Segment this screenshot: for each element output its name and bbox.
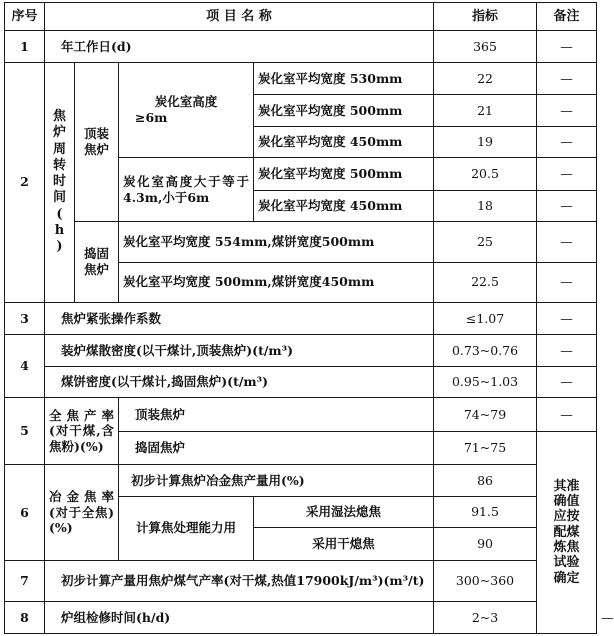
row-2-group-label: 焦 炉 周 转 时 间 ( h ) — [45, 62, 75, 302]
row-3-note: — — [537, 302, 597, 334]
row-1-name: 年工作日(d) — [45, 31, 434, 62]
row-4-no: 4 — [5, 335, 45, 398]
row-8-no: 8 — [5, 602, 45, 634]
w500a-value: 21 — [434, 95, 537, 126]
row-7-value: 300~360 — [434, 560, 537, 602]
row-3 — [5, 302, 597, 334]
w500b-note: — — [537, 158, 597, 190]
row-4b-label: 煤饼密度(以干煤计,捣固焦炉)(t/m³) — [45, 366, 434, 397]
row-6a-value: 86 — [434, 465, 537, 496]
w450a-note: — — [537, 126, 597, 157]
w530-value: 22 — [434, 62, 537, 94]
s500-value: 22.5 — [434, 262, 537, 302]
row-6a — [5, 465, 597, 496]
row-5a-note: — — [537, 398, 597, 432]
row-6-label: 冶金焦率(对于全焦)(%) — [45, 465, 119, 560]
row-1-value: 365 — [434, 31, 537, 62]
row-7-name: 初步计算产量用焦炉煤气产率(对干煤,热值17900kJ/m³)(m³/t) — [45, 560, 434, 602]
row-7 — [5, 560, 597, 602]
w450a-label: 炭化室平均宽度 450mm — [254, 126, 434, 157]
row-8: 8 炉组检修时间(h/d) 2~3 — — [5, 602, 597, 634]
row-4a — [5, 335, 597, 366]
stamp-charging-label: 捣固 焦炉 — [75, 222, 119, 303]
row-6b-value: 91.5 — [434, 496, 537, 527]
coking-indicator-table — [4, 2, 614, 634]
w450b-value: 18 — [434, 190, 537, 221]
s500-note: — — [537, 262, 597, 302]
row-3-value: ≤1.07 — [434, 302, 537, 334]
s554-label: 炭化室平均宽度 554mm,煤饼宽度500mm — [119, 222, 434, 263]
header-no: 序号 — [5, 3, 45, 31]
row-3-no: 3 — [5, 302, 45, 334]
row-5-label: 全焦产率(对干煤,含焦粉)(%) — [45, 398, 119, 465]
row-5b-value: 71~75 — [434, 431, 537, 465]
row-4b — [5, 366, 597, 397]
row-3-name: 焦炉紧张操作系数 — [45, 302, 434, 334]
merged-note: 其准 确值 应按 配煤 炼焦 试验 确定 — [537, 431, 597, 633]
row-8-value: 2~3 — [434, 602, 537, 634]
w500b-value: 20.5 — [434, 158, 537, 190]
row-5-no: 5 — [5, 398, 45, 465]
w500b-label: 炭化室平均宽度 500mm — [254, 158, 434, 190]
row-6a-label: 初步计算焦炉冶金焦产量用(%) — [119, 465, 434, 496]
s554-value: 25 — [434, 222, 537, 263]
s554-note: — — [537, 222, 597, 263]
w500a-label: 炭化室平均宽度 500mm — [254, 95, 434, 126]
row-5a — [5, 398, 597, 432]
row-1 — [5, 31, 597, 62]
height-ge6-label: 炭化室高度 ≥6m — [119, 62, 254, 157]
header-value: 指标 — [434, 3, 537, 31]
row-1-note: — — [537, 31, 597, 62]
row-4a-label: 装炉煤散密度(以干煤计,顶装焦炉)(t/m³) — [45, 335, 434, 366]
top-charging-label: 顶装 焦炉 — [75, 62, 119, 221]
row-6b-label: 采用湿法熄焦 — [254, 496, 434, 527]
row-5b-label: 捣固焦炉 — [119, 431, 434, 465]
w450b-label: 炭化室平均宽度 450mm — [254, 190, 434, 221]
header-name: 项 目 名 称 — [45, 3, 434, 31]
row-7-no: 7 — [5, 560, 45, 602]
row-4a-value: 0.73~0.76 — [434, 335, 537, 366]
row-2-w530 — [5, 62, 597, 94]
w450a-value: 19 — [434, 126, 537, 157]
row-6c-label: 采用干熄焦 — [254, 528, 434, 560]
row-2-no: 2 — [5, 62, 45, 302]
s500-label: 炭化室平均宽度 500mm,煤饼宽度450mm — [119, 262, 434, 302]
row-4b-value: 0.95~1.03 — [434, 366, 537, 397]
row-6-calc-label: 计算焦处理能力用 — [119, 496, 254, 560]
row-6-no: 6 — [5, 465, 45, 560]
row-2-s554 — [5, 222, 597, 263]
w500a-note: — — [537, 95, 597, 126]
w530-label: 炭化室平均宽度 530mm — [254, 62, 434, 94]
row-5a-value: 74~79 — [434, 398, 537, 432]
w530-note: — — [537, 62, 597, 94]
row-4b-note: — — [537, 366, 597, 397]
row-4a-note: — — [537, 335, 597, 366]
row-1-no: 1 — [5, 31, 45, 62]
height-range-label: 炭化室高度大于等于4.3m,小于6m — [119, 158, 254, 222]
row-8-name: 炉组检修时间(h/d) — [45, 602, 434, 634]
row-5a-label: 顶装焦炉 — [119, 398, 434, 432]
row-6c-value: 90 — [434, 528, 537, 560]
header-row — [5, 3, 597, 31]
w450b-note: — — [537, 190, 597, 221]
header-note: 备注 — [537, 3, 597, 31]
